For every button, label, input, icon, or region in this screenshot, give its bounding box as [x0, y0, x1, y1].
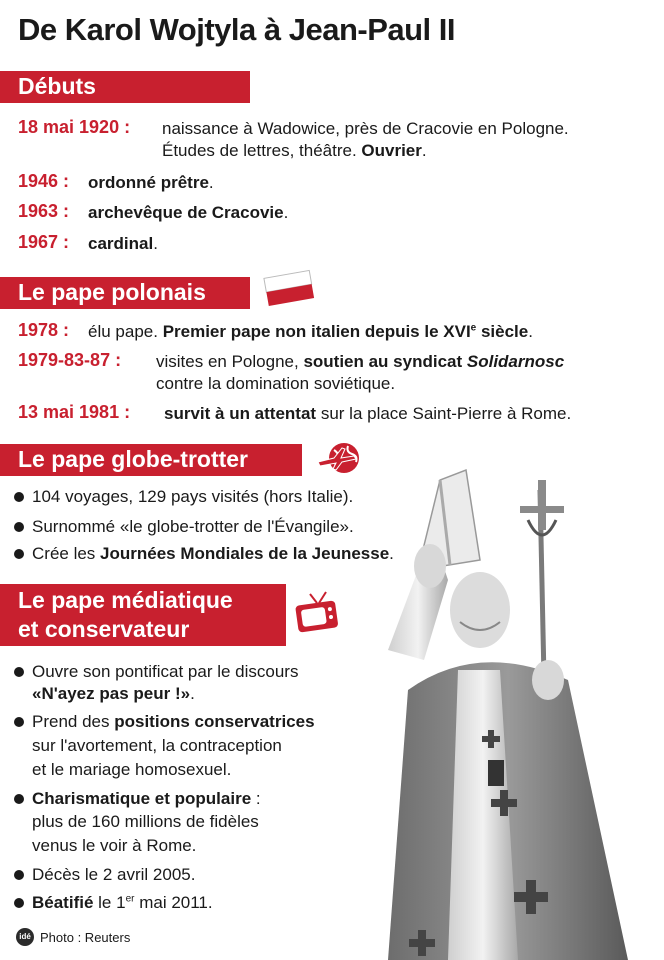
bullet-dot [14, 870, 24, 880]
bullet-dot [14, 794, 24, 804]
section-mediatique-header [0, 584, 286, 646]
pope-photo [388, 450, 664, 960]
bullet-dot [14, 492, 24, 502]
date-1981: 13 mai 1981 : [18, 402, 131, 422]
section-globe-header [0, 444, 302, 476]
ide-logo: idé [16, 928, 34, 946]
event-1963: archevêque de Cracovie. [88, 203, 289, 222]
date-1979-83-87: 1979-83-87 : [18, 350, 122, 370]
photo-credit: Photo : Reuters [40, 930, 131, 945]
date-1963: 1963 : [18, 201, 70, 221]
bullet-dot [14, 717, 24, 727]
bullet-dot [14, 667, 24, 677]
page-title: De Karol Wojtyla à Jean-Paul II [18, 12, 456, 47]
event-1979-line1: visites en Pologne, soutien au syndicat Solidarnosc [156, 352, 565, 371]
section-mediatique-label-1: Le pape médiatique [18, 587, 233, 613]
bullet-dot [14, 898, 24, 908]
event-1967: cardinal. [88, 234, 158, 253]
polish-flag-icon [262, 268, 318, 308]
tv-icon [292, 590, 342, 636]
section-mediatique-label-2: et conservateur [18, 616, 190, 642]
bullet-dot [14, 522, 24, 532]
section-globe-label: Le pape globe-trotter [18, 446, 249, 472]
section-polonais-label: Le pape polonais [18, 279, 206, 305]
date-1978: 1978 : [18, 320, 70, 340]
event-1920-line1: naissance à Wadowice, près de Cracovie en Pologne. [162, 119, 569, 138]
event-1946: ordonné prêtre. [88, 173, 214, 192]
section-polonais-header [0, 277, 250, 309]
date-1946: 1946 : [18, 171, 70, 191]
date-1920: 18 mai 1920 : [18, 117, 131, 137]
date-1967: 1967 : [18, 232, 70, 252]
section-debuts-label: Débuts [18, 73, 96, 99]
globe-plane-icon [314, 436, 368, 478]
event-1981: survit à un attentat sur la place Saint-Pierre à Rome. [164, 404, 572, 423]
event-1920-line2: Études de lettres, théâtre. Ouvrier. [162, 141, 427, 160]
section-debuts-header [0, 71, 250, 103]
event-1978: élu pape. Premier pape non italien depuis le XVIe siècle. [88, 322, 533, 341]
bullet-dot [14, 549, 24, 559]
event-1979-line2: contre la domination soviétique. [156, 374, 396, 393]
